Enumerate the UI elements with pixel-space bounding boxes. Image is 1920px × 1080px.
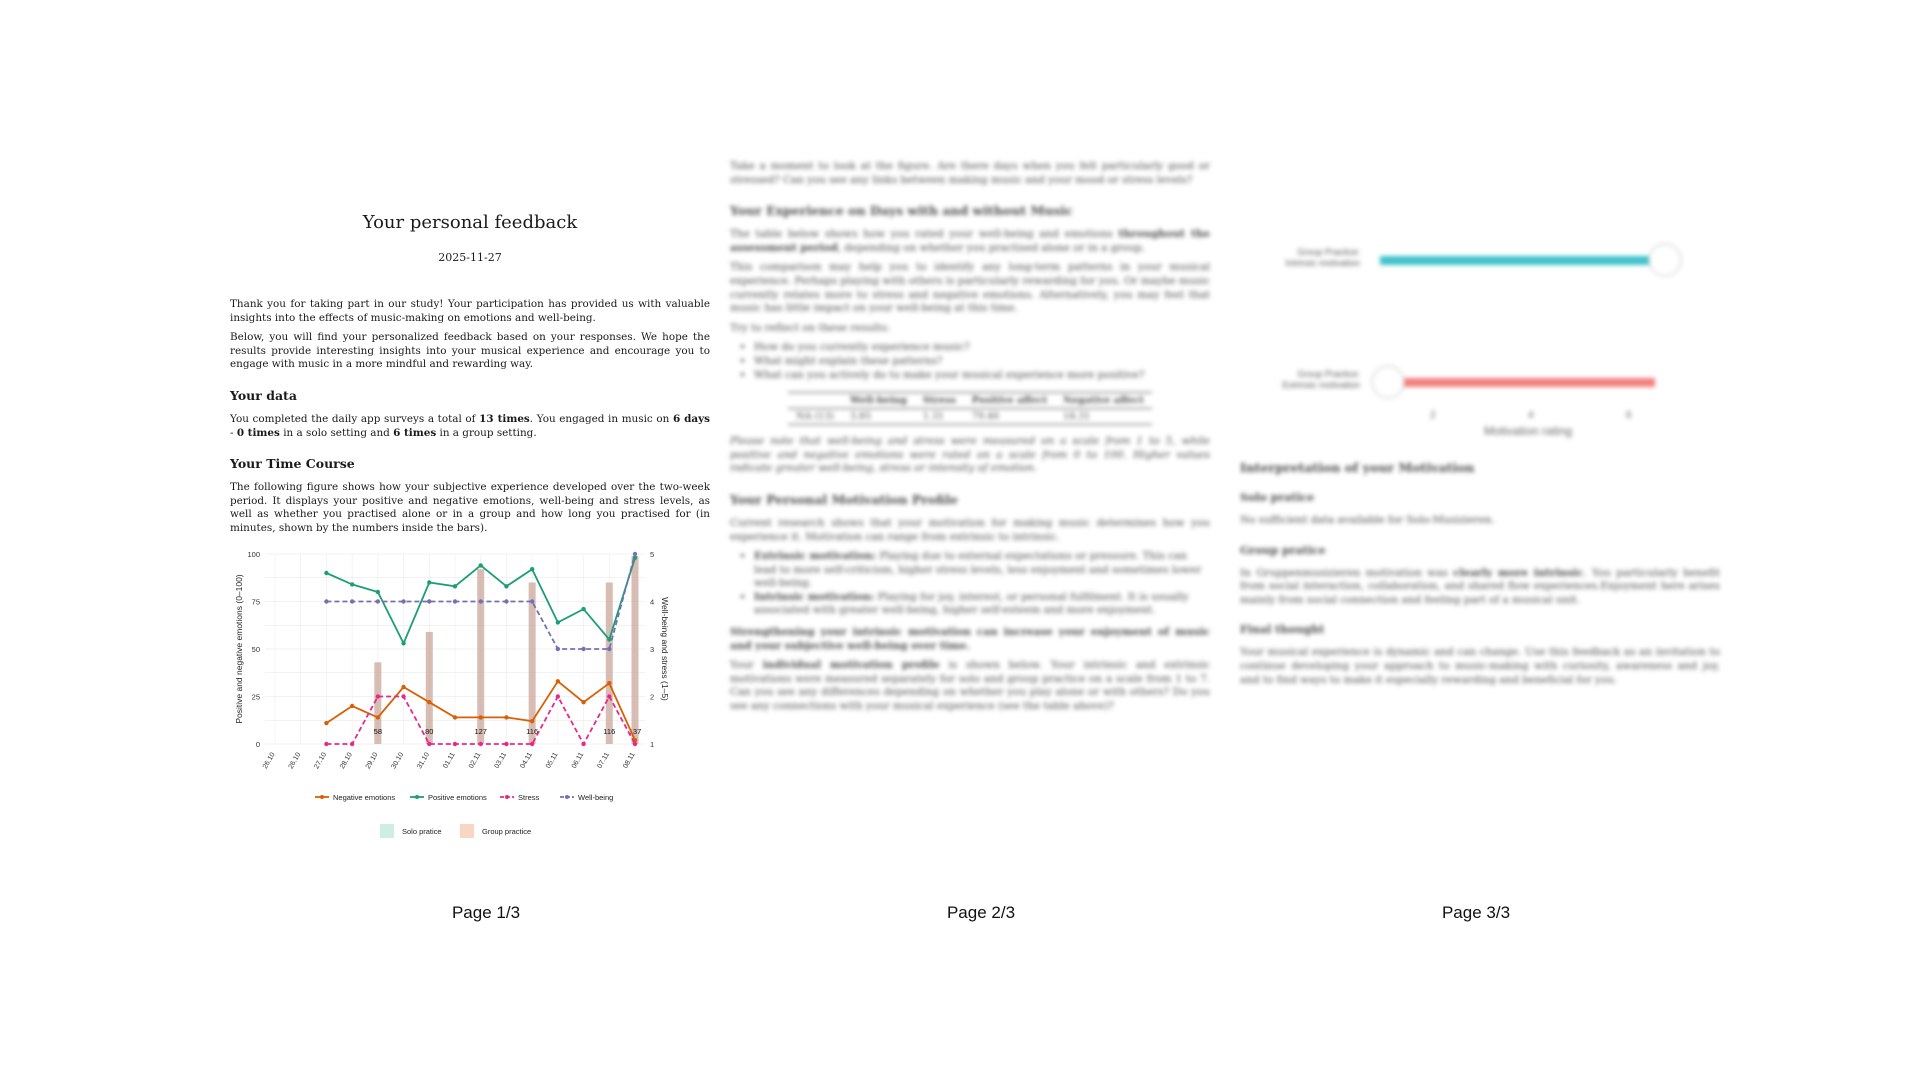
data-point bbox=[581, 700, 585, 704]
x-tick-label: 07.11 bbox=[596, 751, 612, 770]
legend-label: Solo pratice bbox=[402, 826, 442, 836]
data-point bbox=[633, 551, 637, 555]
legend-label: Negative emotions bbox=[333, 792, 396, 802]
y-tick-label: 0 bbox=[255, 739, 260, 749]
data-point bbox=[504, 715, 508, 719]
experience-heading: Your Experience on Days with and without Music bbox=[730, 203, 1073, 219]
x-tick-label: 06.11 bbox=[570, 751, 586, 770]
data-point bbox=[556, 646, 560, 650]
data-point bbox=[350, 582, 354, 586]
y2-tick-label: 4 bbox=[650, 597, 655, 607]
intro-paragraph-2: Below, you will find your personalized feedback based on your responses. We hope the results provide interesting insights into your musical experience and encourage you to engage with music in a more mindful and rewarding way. bbox=[230, 331, 710, 371]
intrinsic-figure-icon bbox=[1649, 244, 1681, 276]
page2-intro: Take a moment to look at the figure. Are there days when you felt particularly good or stressed? Can you see any links between making music and your mood or stress levels? bbox=[730, 160, 1210, 186]
data-point bbox=[453, 715, 457, 719]
time-course-heading: Your Time Course bbox=[230, 456, 355, 472]
list-item: • What can you actively do to make your musical experience more positive? bbox=[754, 369, 1210, 383]
data-point bbox=[350, 703, 354, 707]
data-point bbox=[324, 741, 328, 745]
legend-label: Positive emotions bbox=[428, 792, 487, 802]
final-thought-paragraph: Your musical experience is dynamic and can change. Use this feedback as an invitation to continue developing your approach to music-making with curiosity, awareness and joy, and to find ways to make it especially rewarding and beneficial for you. bbox=[1240, 646, 1720, 686]
intro-paragraph-1: Thank you for taking part in our study! Your participation has provided us with valuable insights into the effects of music-making on emotions and well-being. bbox=[230, 298, 710, 324]
data-point bbox=[453, 741, 457, 745]
x-tick-label: 05.11 bbox=[545, 751, 560, 770]
table-header: Stress bbox=[922, 395, 956, 407]
page-label-3: Page 3/3 bbox=[1441, 903, 1511, 922]
x-tick-label: 08.11 bbox=[622, 751, 637, 770]
extrinsic-bar bbox=[1400, 378, 1655, 387]
data-point bbox=[401, 641, 405, 645]
document-date: 2025-11-27 bbox=[438, 251, 502, 264]
time-course-paragraph: The following figure shows how your subjective experience developed over the two-week period. It displays your positive and negative emotions, well-being and stress levels, as well as whether you practised alone or in a group and how long you practised for (in minutes, shown by the numbers inside the bars). bbox=[230, 481, 710, 534]
page-label-2: Page 2/3 bbox=[946, 903, 1016, 922]
data-point bbox=[376, 694, 380, 698]
group-heading: Group pratice bbox=[1240, 543, 1326, 557]
table-header: Negative affect bbox=[1063, 395, 1144, 407]
data-point bbox=[376, 589, 380, 593]
bar1-label-b: Intrinsic motivation bbox=[1285, 258, 1360, 268]
intrinsic-bar bbox=[1380, 256, 1675, 265]
x-tick-label: 28.10 bbox=[339, 751, 354, 770]
data-point bbox=[324, 599, 328, 603]
y2-tick-label: 3 bbox=[650, 644, 655, 654]
data-point bbox=[479, 715, 483, 719]
bar2-label-b: Extrinsic motivation bbox=[1282, 380, 1360, 390]
data-point bbox=[607, 681, 611, 685]
table-row: NA (13) 3.85 1.31 79.46 18.31 bbox=[788, 409, 1151, 425]
scale-note: Please note that well-being and stress were measured on a scale from 1 to 5, while positive and negative emotions were rated on a scale from 0 to 100. Higher values indicate greater well-being, stress or intensity of emotion. bbox=[730, 435, 1210, 475]
experience-table bbox=[788, 392, 1151, 425]
motivation-list bbox=[754, 550, 1210, 618]
data-point bbox=[324, 720, 328, 724]
data-point bbox=[530, 719, 534, 723]
data-point bbox=[581, 606, 585, 610]
x-tick-label: 02.11 bbox=[467, 751, 483, 770]
experience-paragraph-1: The table below shows how you rated your well-being and emotions throughout the assessment period, depending on whether you practised alone or in a group. bbox=[730, 228, 1210, 254]
data-point bbox=[453, 584, 457, 588]
data-point bbox=[530, 599, 534, 603]
table-header: Well-being bbox=[849, 395, 907, 407]
group-paragraph: In Gruppenmusizieren motivation was clearly more intrinsic. You particularly benefit from social interaction, collaboration, and shared flow experiences.Enjoyment here arises mainly from social connection and feeling part of a musical unit. bbox=[1240, 566, 1720, 606]
x-tick-label: 03.11 bbox=[493, 751, 509, 770]
tick-label: 2 bbox=[1430, 410, 1436, 421]
extrinsic-figure-icon bbox=[1372, 366, 1404, 398]
data-point bbox=[376, 715, 380, 719]
motivation-heading: Your Personal Motivation Profile bbox=[730, 491, 958, 507]
your-data-paragraph: You completed the daily app surveys a total of 13 times. You engaged in music on 6 days - 0 times in a solo setting and 6 times in a group setting. bbox=[230, 412, 711, 439]
data-point bbox=[556, 620, 560, 624]
data-point bbox=[427, 741, 431, 745]
x-tick-label: 01.11 bbox=[442, 751, 457, 770]
y-axis-label: Positive and negative emotions (0–100) bbox=[234, 573, 244, 724]
y-tick-label: 25 bbox=[251, 692, 260, 702]
x-tick-label: 29.10 bbox=[364, 751, 380, 770]
data-point bbox=[401, 694, 405, 698]
list-item: • Intrinsic motivation: Playing for joy, interest, or personal fulfilment. It is usually associated with greater well-being, higher self-esteem and more enjoyment. bbox=[754, 591, 1210, 618]
data-point bbox=[350, 599, 354, 603]
list-item: • What might explain these patterns? bbox=[754, 355, 1210, 369]
legend-swatch bbox=[460, 824, 474, 838]
practice-bar bbox=[606, 582, 613, 744]
x-tick-label: 04.11 bbox=[519, 751, 534, 770]
solo-paragraph: No sufficient data available for Solo-Musizieren. bbox=[1240, 514, 1495, 526]
y2-axis-label: Well-being and stress (1–5) bbox=[660, 596, 670, 701]
data-point bbox=[607, 694, 611, 698]
legend-swatch bbox=[380, 824, 394, 838]
practice-bar bbox=[632, 555, 639, 743]
legend-label: Stress bbox=[518, 792, 540, 802]
bar-value-label: 58 bbox=[373, 726, 383, 736]
final-thought-heading: Final thought bbox=[1240, 623, 1325, 637]
bar2-label-a: Group Practice: bbox=[1297, 369, 1360, 379]
motivation-axis-label: Motivation rating bbox=[1484, 424, 1573, 438]
interpretation-heading: Interpretation of your Motivation bbox=[1240, 460, 1475, 475]
bar-value-label: 116 bbox=[603, 726, 616, 736]
experience-paragraph-3: Try to reflect on these results: bbox=[730, 321, 890, 334]
data-point bbox=[427, 580, 431, 584]
data-point bbox=[530, 741, 534, 745]
page-3 bbox=[1240, 160, 1720, 890]
y2-tick-label: 5 bbox=[650, 549, 655, 559]
y2-tick-label: 2 bbox=[650, 692, 655, 702]
your-data-heading: Your data bbox=[230, 387, 297, 403]
bar-value-label: 116 bbox=[526, 726, 539, 736]
time-course-chart-svg bbox=[230, 544, 710, 844]
data-point bbox=[427, 700, 431, 704]
bar-value-label: 80 bbox=[425, 726, 434, 736]
table-header bbox=[788, 393, 842, 409]
tick-label: 6 bbox=[1626, 410, 1632, 421]
motivation-chart bbox=[1240, 160, 1720, 400]
reflection-list bbox=[754, 341, 1210, 382]
data-point bbox=[479, 563, 483, 567]
data-point bbox=[581, 741, 585, 745]
document-title: Your personal feedback bbox=[362, 212, 578, 233]
y-tick-label: 100 bbox=[247, 549, 260, 559]
data-point bbox=[427, 599, 431, 603]
legend-label: Group practice bbox=[482, 826, 532, 836]
solo-heading: Solo pratice bbox=[1240, 491, 1315, 504]
motivation-axis bbox=[1240, 404, 1720, 444]
legend-label: Well-being bbox=[578, 792, 614, 802]
x-tick-label: 31.10 bbox=[416, 751, 432, 770]
legend-dot bbox=[565, 795, 569, 799]
data-point bbox=[324, 570, 328, 574]
legend-dot bbox=[505, 795, 509, 799]
data-point bbox=[504, 741, 508, 745]
x-tick-label: 26.10 bbox=[261, 751, 277, 770]
data-point bbox=[479, 599, 483, 603]
page-1 bbox=[230, 160, 710, 890]
y-tick-label: 75 bbox=[251, 597, 260, 607]
data-point bbox=[479, 741, 483, 745]
tick-label: 4 bbox=[1528, 410, 1534, 421]
data-point bbox=[376, 599, 380, 603]
data-point bbox=[504, 599, 508, 603]
data-point bbox=[530, 567, 534, 571]
list-item: • Extrinsic motivation: Playing due to external expectations or pressure. This can lead to more self-criticism, higher stress levels, less enjoyment and sometimes lower well-being. bbox=[754, 550, 1210, 591]
data-point bbox=[401, 684, 405, 688]
experience-paragraph-2: This comparison may help you to identify any long-term patterns in your musical experience. Perhaps playing with others is particularly rewarding for you. Or maybe music currently relates more to stress and negative emotions. Alternatively, you may feel that music has little impact on your well-being at this time. bbox=[730, 261, 1210, 315]
data-point bbox=[401, 599, 405, 603]
profile-paragraph: Your individual motivation profile is shown below. Your intrinsic and extrinsic motivations were measured separately for solo and group practice on a scale from 1 to 7. Can you see any differences depending on whether you play alone or with others? Do you see any connections with your musical experience (see the table above)? bbox=[730, 659, 1210, 713]
list-item: • How do you currently experience music? bbox=[754, 341, 1210, 355]
bar-value-label: 137 bbox=[628, 726, 642, 736]
data-point bbox=[556, 694, 560, 698]
legend-dot bbox=[415, 795, 419, 799]
data-point bbox=[556, 679, 560, 683]
time-course-chart bbox=[230, 544, 710, 848]
data-point bbox=[350, 741, 354, 745]
bar1-label-a: Group Practice: bbox=[1297, 247, 1360, 257]
y-tick-label: 50 bbox=[251, 644, 260, 654]
data-point bbox=[581, 646, 585, 650]
data-point bbox=[453, 599, 457, 603]
page-2 bbox=[730, 160, 1210, 890]
y2-tick-label: 1 bbox=[650, 739, 655, 749]
strengthening-statement: Strengthening your intrinsic motivation can increase your enjoyment of music and your subjective well-being over time. bbox=[730, 626, 1210, 652]
x-tick-label: 26.10 bbox=[287, 751, 303, 770]
bar-value-label: 127 bbox=[474, 726, 487, 736]
x-tick-label: 30.10 bbox=[390, 751, 406, 770]
data-point bbox=[607, 637, 611, 641]
data-point bbox=[633, 741, 637, 745]
page-label-1: Page 1/3 bbox=[451, 903, 521, 922]
legend-dot bbox=[320, 795, 324, 799]
motivation-paragraph: Current research shows that your motivation for making music determines how you experience it. Motivation can range from extrinsic to intrinsic. bbox=[730, 516, 1210, 543]
data-point bbox=[607, 646, 611, 650]
table-header: Positive affect bbox=[971, 395, 1048, 407]
data-point bbox=[504, 584, 508, 588]
x-tick-label: 27.10 bbox=[313, 751, 329, 770]
